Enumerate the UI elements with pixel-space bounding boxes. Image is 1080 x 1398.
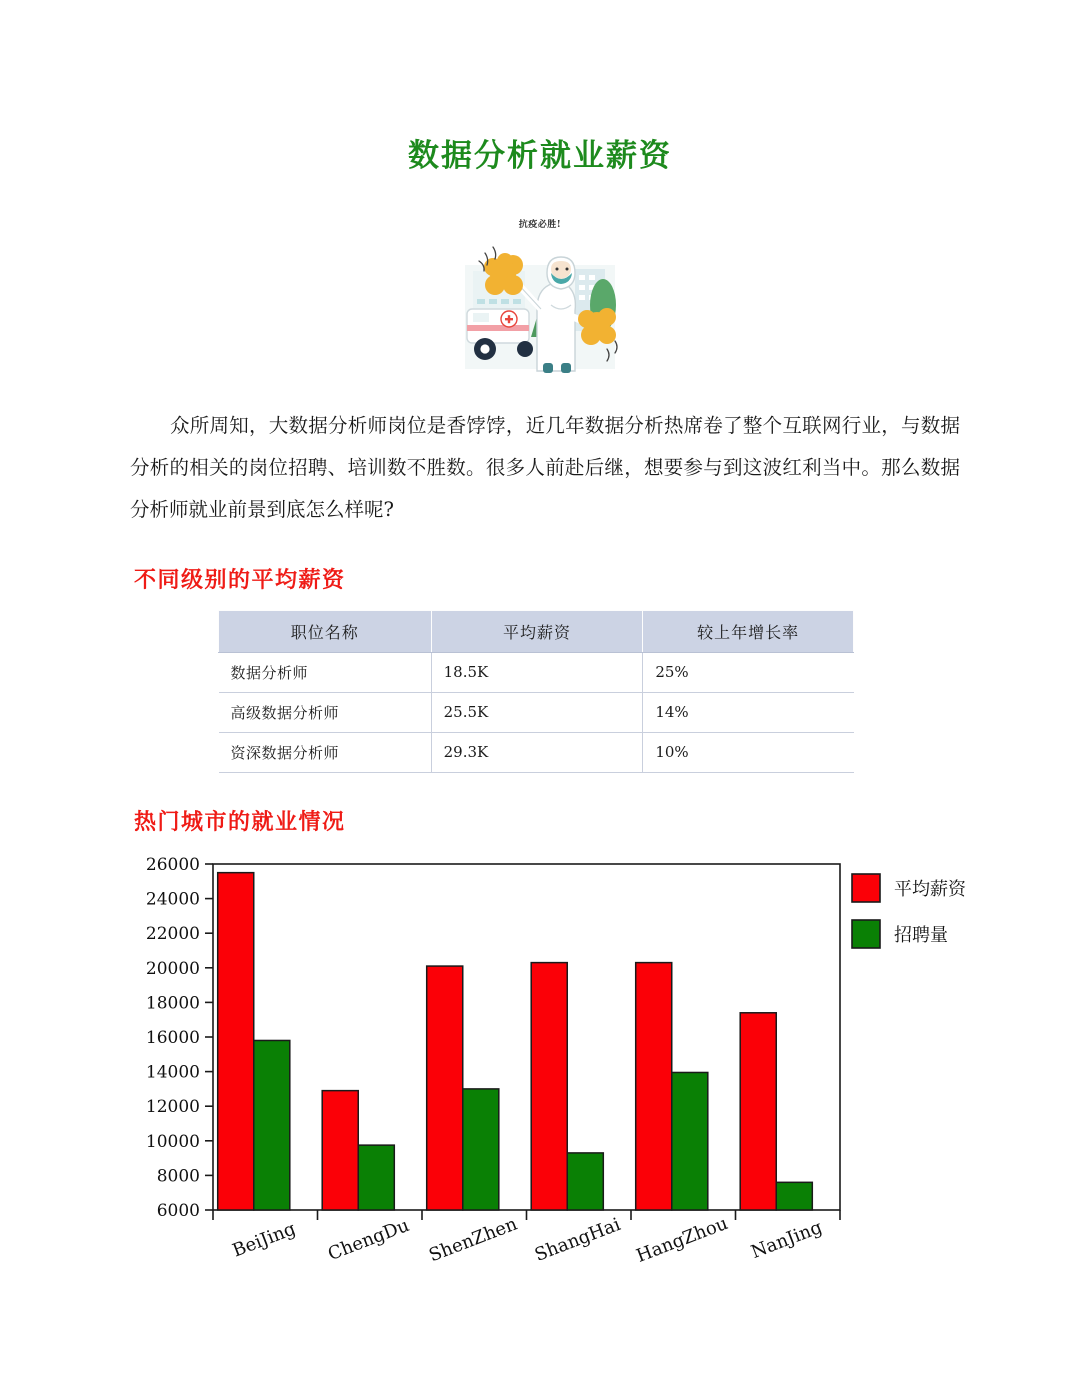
city-employment-chart [0, 850, 1080, 1280]
bar-beijing-openings [254, 1040, 290, 1210]
table-cell-growth: 10% [643, 732, 854, 772]
table-cell-position: 资深数据分析师 [219, 732, 432, 772]
legend-label-salary: 平均薪资 [894, 878, 966, 900]
y-axis-tick-label: 22000 [145, 924, 200, 945]
y-axis-tick-label: 10000 [145, 1131, 200, 1152]
salary-table [218, 610, 854, 773]
x-axis-tick-label [748, 1217, 825, 1263]
section-heading-salary: 不同级别的平均薪资 [134, 566, 346, 593]
table-cell-growth: 14% [643, 692, 854, 732]
table-cell-position: 数据分析师 [219, 652, 432, 692]
section-heading-cities: 热门城市的就业情况 [134, 808, 346, 835]
table-header-cell-position: 职位名称 [219, 610, 432, 652]
bar-shanghai-openings [567, 1153, 603, 1210]
table-cell-position: 高级数据分析师 [219, 692, 432, 732]
svg-text:ShenZhen: ShenZhen [426, 1213, 521, 1267]
svg-text:NanJing: NanJing [748, 1216, 826, 1263]
bar-hangzhou-salary [636, 963, 672, 1210]
y-axis-tick-label: 20000 [145, 958, 200, 979]
table-cell-salary: 25.5K [431, 692, 643, 732]
x-axis-tick-label [230, 1218, 299, 1261]
bar-shanghai-salary [531, 963, 567, 1210]
illustration-container [0, 213, 1080, 383]
svg-text:ShangHai: ShangHai [531, 1213, 624, 1266]
table-header-cell-growth: 较上年增长率 [643, 610, 854, 652]
y-axis-tick-label: 24000 [145, 889, 200, 910]
illustration-svg [451, 213, 629, 383]
table-cell-growth: 25% [643, 652, 854, 692]
table-row [219, 652, 854, 692]
bar-hangzhou-openings [672, 1072, 708, 1210]
bar-shenzhen-salary [427, 966, 463, 1210]
svg-text:BeiJing: BeiJing [229, 1218, 299, 1262]
x-axis-tick-label [634, 1213, 731, 1267]
bar-chengdu-openings [358, 1145, 394, 1210]
table-header-cell-salary: 平均薪资 [431, 610, 643, 652]
legend-label-openings: 招聘量 [894, 924, 948, 946]
bar-beijing-salary [218, 873, 254, 1210]
x-axis-tick-label [426, 1213, 520, 1266]
bar-chart-svg [0, 850, 1080, 1270]
svg-text:ChengDu: ChengDu [325, 1214, 413, 1265]
legend-swatch-salary [852, 874, 880, 902]
salary-table-container [218, 610, 854, 773]
table-header-row [219, 610, 854, 652]
y-axis-tick-label: 18000 [145, 993, 200, 1014]
bar-nanjing-salary [740, 1013, 776, 1210]
table-cell-salary: 18.5K [431, 652, 643, 692]
table-cell-salary: 29.3K [431, 732, 643, 772]
y-axis-tick-label: 26000 [145, 854, 200, 875]
bar-nanjing-openings [776, 1182, 812, 1210]
x-axis-tick-label [532, 1214, 624, 1266]
y-axis-tick-label: 12000 [145, 1097, 200, 1118]
svg-text:HangZhou: HangZhou [633, 1212, 731, 1267]
bar-shenzhen-openings [463, 1089, 499, 1210]
page-title: 数据分析就业薪资 [408, 138, 672, 174]
y-axis-tick-label: 6000 [156, 1200, 200, 1221]
illustration-caption: 抗疫必胜! [518, 220, 562, 231]
y-axis-tick-label: 8000 [156, 1166, 200, 1187]
table-row [219, 732, 854, 772]
x-axis-tick-label [325, 1215, 412, 1265]
bar-chengdu-salary [322, 1091, 358, 1210]
y-axis-tick-label: 16000 [145, 1027, 200, 1048]
legend-swatch-openings [852, 920, 880, 948]
y-axis-tick-label: 14000 [145, 1062, 200, 1083]
table-row [219, 692, 854, 732]
medical-worker-illustration [451, 213, 629, 383]
intro-paragraph: 众所周知，大数据分析师岗位是香饽饽，近几年数据分析热席卷了整个互联网行业，与数据分析的相关的岗位招聘、培训数不胜数。很多人前赴后继，想要参与到这波红利当中。那么数据分析师就业前景到底怎么样呢? [130, 414, 960, 522]
